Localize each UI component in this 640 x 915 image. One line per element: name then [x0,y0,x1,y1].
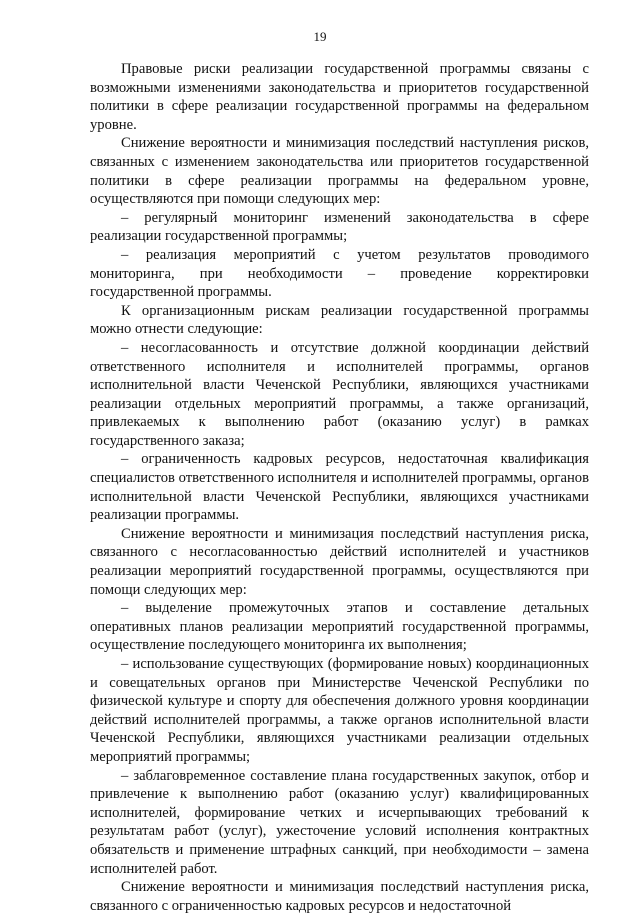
paragraph-organizational-risks: К организационным рискам реализации государственной программы можно отнести следующие: [90,302,589,338]
page-number: 19 [313,29,327,44]
list-item: – реализация мероприятий с учетом результатов проводимого мониторинга, при необходимости – проведение корректировки государственной программы. [90,246,589,301]
list-item: – выделение промежуточных этапов и составление детальных оперативных планов реализации мероприятий государственной программы, осуществление последующего мониторинга их выполнения; [90,600,589,654]
paragraph-legal-risks: Правовые риски реализации государственной программы связаны с возможными изменениями законодательства и приоритетов государственной политики в сфере реализации государственной программы на федеральном уровне. [90,61,589,133]
paragraph-staff-risk-measures: Снижение вероятности и минимизация последствий наступления риска, связанного с ограниченностью кадровых ресурсов и недостаточной [90,879,589,914]
list-item: – несогласованность и отсутствие должной координации действий ответственного исполнителя и исполнителей программы, органов исполнительной власти Чеченской Республики, являющихся участниками реализации отдельных мероприятий программы, а также организаций, привлекаемых к выполнению работ (оказанию услуг) в рамках государственного заказа; [90,339,589,449]
list-item: – заблаговременное составление плана государственных закупок, отбор и привлечение к выполнению работ (оказанию услуг) квалифицированных исполнителей, формирование четких и исчерпывающих требований к результатам работ (услуг), ужесточение условий исполнения контрактных обязательств и применение штрафных санкций, при необходимости – замена исполнителей работ. [90,767,589,877]
paragraph-legal-risk-measures: Снижение вероятности и минимизация последствий наступления рисков, связанных с изменением законодательства или приоритетов государственной политики в сфере реализации программы на федеральном уровне, осуществляются при помощи следующих мер: [90,135,589,208]
document-body [90,60,589,915]
list-item: – ограниченность кадровых ресурсов, недостаточная квалификация специалистов ответственного исполнителя и исполнителей программы, органов исполнительной власти Чеченской Республики, являющихся участниками реализации программы. [90,451,589,524]
list-item: – использование существующих (формирование новых) координационных и совещательных органов при Министерстве Чеченской Республики по физической культуре и спорту для обеспечения должного уровня координации действий исполнителей программы, а также органов исполнительной власти Чеченской Республики, являющихся участниками реализации отдельных мероприятий программы; [90,656,589,765]
paragraph-coordination-risk-measures: Снижение вероятности и минимизация последствий наступления риска, связанного с несогласованностью действий исполнителей и участников реализации мероприятий государственной программы, осуществляются при помощи следующих мер: [90,525,589,598]
list-item: – регулярный мониторинг изменений законодательства в сфере реализации государственной программы; [90,209,589,245]
